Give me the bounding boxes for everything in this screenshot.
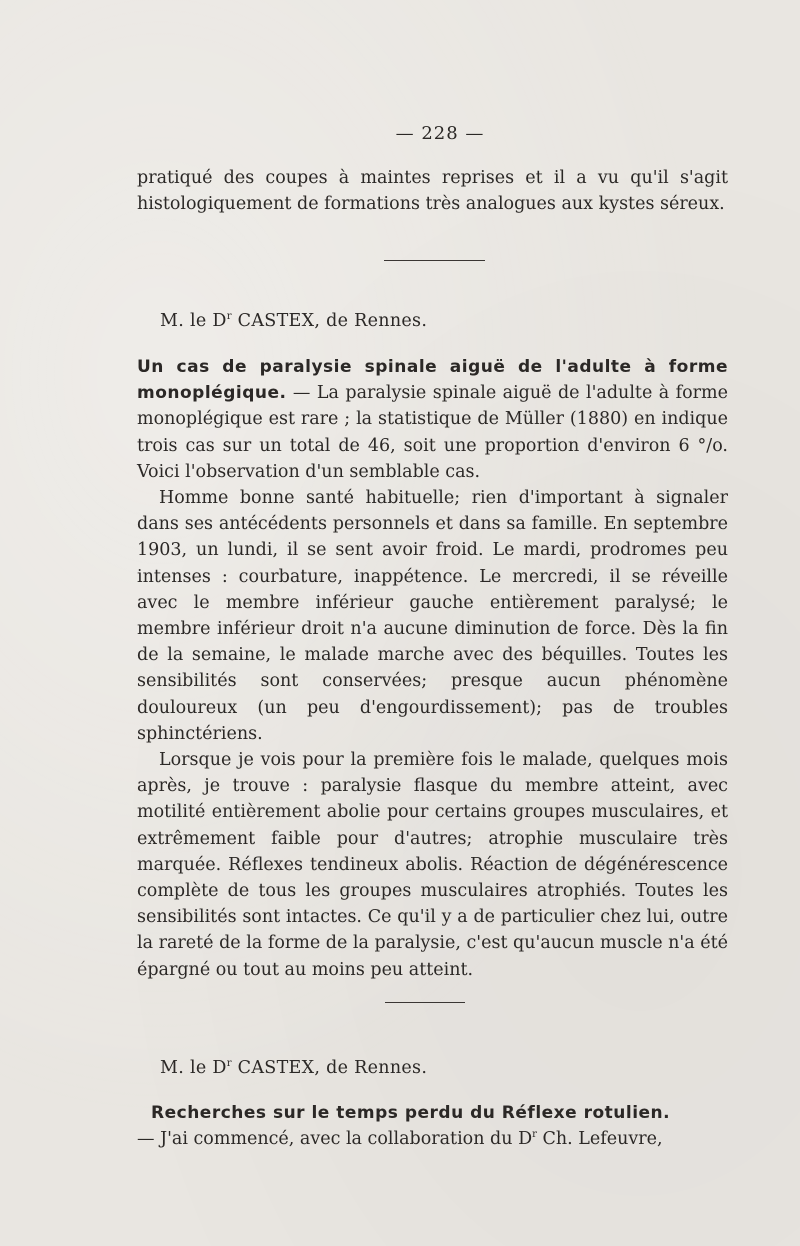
section1-body	[137, 354, 728, 983]
continuation-text: pratiqué des coupes à maintes reprises et il a vu qu'il s'agit histologiquement de formations très analogues aux kystes séreux.	[137, 168, 728, 215]
section2-intro-paragraph: Recherches sur le temps perdu du Réflexe rotulien. — J'ai commencé, avec la collaboration du $D^r$ Ch. Lefeuvre,	[137, 1103, 671, 1150]
section1-intro-paragraph	[137, 354, 728, 485]
section2-author: M. le $D^r$ CASTEX, de Rennes.	[160, 1058, 428, 1078]
continuation-paragraph	[137, 165, 728, 217]
section1-title: Un cas de paralysie spinale aiguë de l'adulte à forme monoplégique.	[137, 357, 728, 404]
section1-paragraph-3: Lorsque je vois pour la première fois le malade, quelques mois après, je trouve : paralysie flasque du membre atteint, avec motilité entièrement abolie pour certains groupes musculaires, et extrêmement faible pour d'autres; atrophie musculaire très marquée. Réflexes tendineux abolis. Réaction de dégénérescence complète de tous les groupes musculaires atrophiés. Toutes les sensibilités sont intactes. Ce qu'il y a de particulier chez lui, outre la rareté de la forme de la paralysie, c'est qu'aucun muscle n'a été épargné ou tout au moins peu atteint.	[137, 750, 728, 980]
section-divider	[384, 260, 485, 261]
section-divider	[385, 1002, 465, 1003]
section1-intro: — La paralysie spinale aiguë de l'adulte à forme monoplégique est rare ; la statistique de Müller (1880) en indique trois cas sur un total de 46, soit une proportion d'environ 6 °/o. Voici l'observation d'un semblable cas.	[137, 383, 728, 482]
section1-paragraph-2: Homme bonne santé habituelle; rien d'important à signaler dans ses antécédents personnels et dans sa famille. En septembre 1903, un lundi, il se sent avoir froid. Le mardi, prodromes peu intenses : courbature, inappétence. Le mercredi, il se réveille avec le membre inférieur gauche entièrement paralysé; le membre inférieur droit n'a aucune diminution de force. Dès la fin de la semaine, le malade marche avec des béquilles. Toutes les sensibilités sont conservées; presque aucun phénomène douloureux (un peu d'engourdissement); pas de troubles sphinctériens.	[137, 488, 728, 744]
page-number: — 228 —	[395, 123, 485, 144]
section1-author: M. le $D^r$ CASTEX, de Rennes.	[160, 311, 428, 331]
section2-body	[137, 1100, 728, 1152]
section2-title: Recherches sur le temps perdu du Réflexe rotulien.	[151, 1103, 671, 1123]
